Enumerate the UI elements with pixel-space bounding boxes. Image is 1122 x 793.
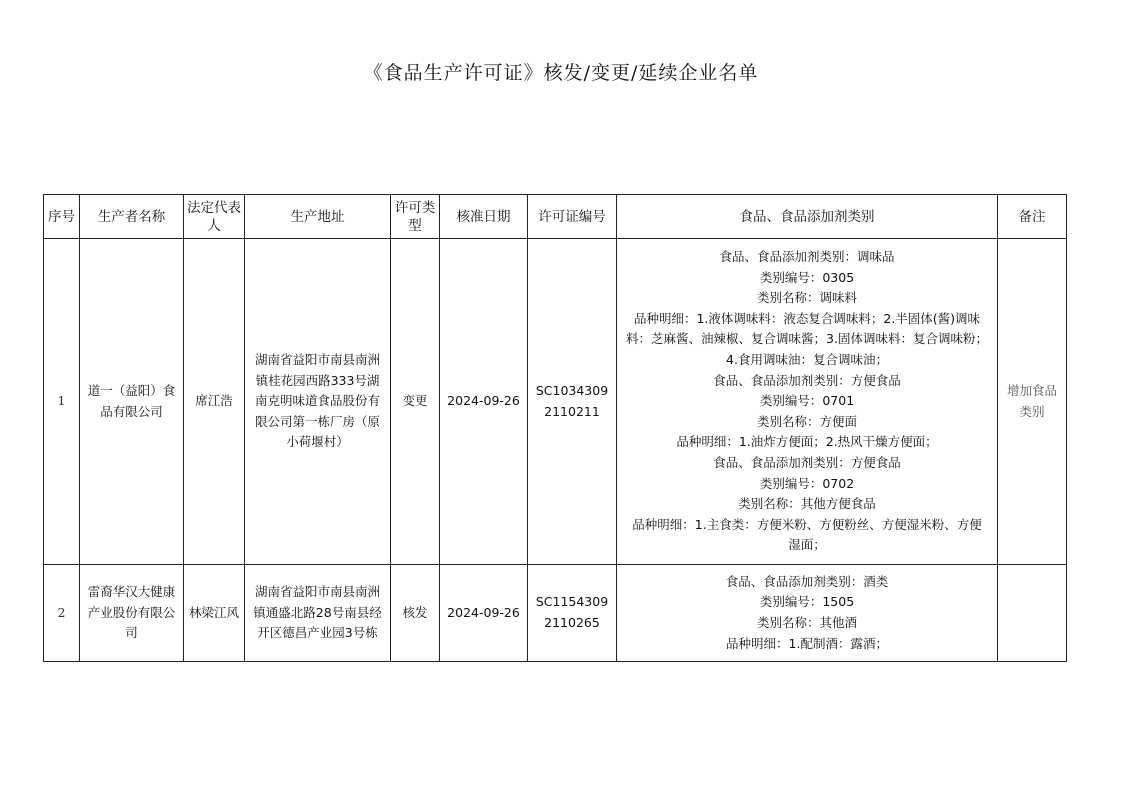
row-remark: 增加食品类别 [998, 239, 1067, 565]
row-license-no [528, 239, 617, 565]
category-line: 品种明细：1.油炸方便面；2.热风干燥方便面； [676, 434, 938, 450]
category-line: 食品、食品添加剂类别：酒类 [725, 573, 889, 589]
category-line: 品种明细：1.配制酒：露酒； [726, 635, 888, 651]
row-legal-rep: 林梁江风 [184, 565, 245, 662]
row-address: 湖南省益阳市南县南洲镇桂花园西路333号湖南克明味道食品股份有限公司第一栋厂房（原小荷堰村） [245, 239, 391, 565]
row-producer: 道一（益阳）食品有限公司 [80, 239, 184, 565]
category-line: 4.食用调味油：复合调味油； [726, 352, 888, 368]
page-title: 《食品生产许可证》核发/变更/延续企业名单 [363, 62, 759, 84]
header-seq: 序号 [44, 195, 80, 239]
table-row [44, 565, 1067, 662]
row-approval-date: 2024-09-26 [440, 565, 528, 662]
category-line: 食品、食品添加剂类别：方便食品 [713, 372, 901, 388]
row-producer: 雷裔华汉大健康产业股份有限公司 [80, 565, 184, 662]
row-license-no [528, 565, 617, 662]
category-line: 湿面； [788, 537, 826, 553]
row-permit-type: 变更 [391, 239, 440, 565]
header-remark: 备注 [998, 195, 1067, 239]
license-no-part-2: 2110265 [544, 615, 600, 630]
category-line: 类别名称：其他酒 [756, 615, 857, 630]
license-no-part-1: SC1034309 [535, 382, 609, 398]
row-approval-date: 2024-09-26 [440, 239, 528, 565]
category-line: 类别编号：1505 [759, 594, 855, 610]
category-line: 料：芝麻酱、油辣椒、复合调味酱；3.固体调味料：复合调味粉； [626, 331, 988, 347]
table-row [44, 239, 1067, 565]
header-permit-type: 许可类型 [391, 195, 440, 239]
category-line: 类别名称：方便面 [756, 413, 857, 429]
row-address: 湖南省益阳市南县南洲镇通盛北路28号南县经开区德昌产业园3号栋 [245, 565, 391, 662]
category-line: 类别编号：0702 [759, 475, 855, 491]
row-category [617, 239, 998, 565]
category-line: 品种明细：1.液体调味料：液态复合调味料；2.半固体(酱)调味 [633, 310, 981, 326]
row-permit-type: 核发 [391, 565, 440, 662]
table-header-row [44, 195, 1067, 239]
category-line: 类别名称：调味料 [756, 290, 857, 306]
header-approval-date: 核准日期 [440, 195, 528, 239]
header-address: 生产地址 [245, 195, 391, 239]
category-line: 品种明细：1.主食类：方便米粉、方便粉丝、方便湿米粉、方便 [632, 516, 982, 532]
category-line: 食品、食品添加剂类别：方便食品 [713, 454, 901, 470]
header-license-no: 许可证编号 [528, 195, 617, 239]
header-producer: 生产者名称 [80, 195, 184, 239]
header-category: 食品、食品添加剂类别 [617, 195, 998, 239]
license-no-part-1: SC1154309 [535, 594, 609, 610]
header-legal-rep: 法定代表人 [184, 195, 245, 239]
license-no-part-2: 2110211 [544, 403, 600, 419]
row-seq: 2 [44, 565, 80, 662]
category-line: 类别编号：0701 [759, 393, 855, 409]
category-line: 类别名称：其他方便食品 [738, 496, 876, 512]
category-line: 食品、食品添加剂类别：调味品 [719, 249, 895, 265]
row-category [617, 565, 998, 662]
row-seq: 1 [44, 239, 80, 565]
category-line: 类别编号：0305 [759, 269, 855, 285]
enterprise-list-table [43, 194, 1067, 662]
row-remark [998, 565, 1067, 662]
row-legal-rep: 席江浩 [184, 239, 245, 565]
